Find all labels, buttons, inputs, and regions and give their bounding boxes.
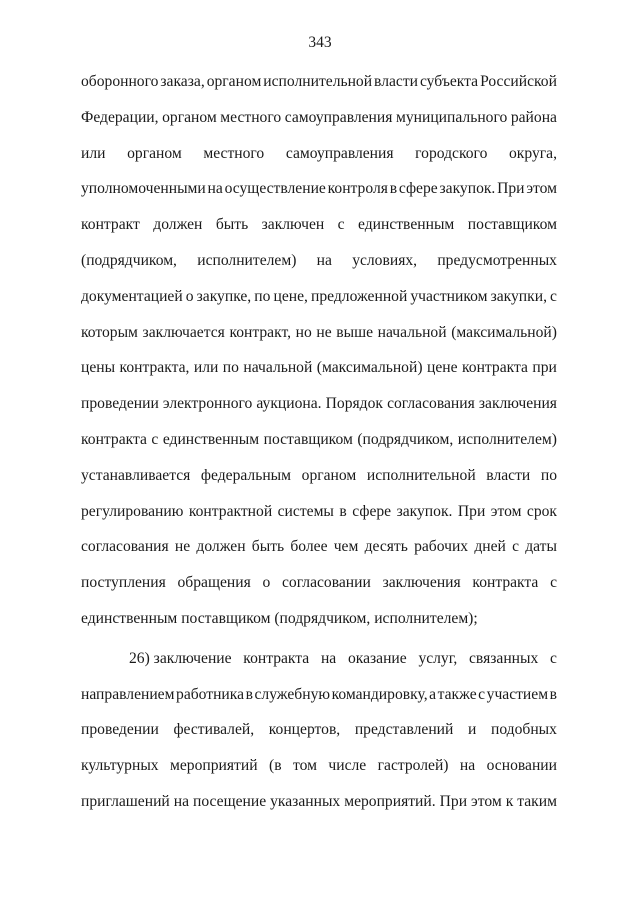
word: Российской xyxy=(480,73,557,90)
word: исполнителем) xyxy=(457,430,557,448)
word: самоуправления xyxy=(285,144,394,162)
word: (в xyxy=(269,757,282,775)
word: фестивалей, xyxy=(173,721,255,739)
text-line xyxy=(81,683,557,719)
word: (максимальной) xyxy=(316,359,423,377)
word: рабочих xyxy=(414,538,469,556)
word: условиях, xyxy=(352,251,418,269)
word: самоуправления xyxy=(284,108,393,126)
word: на xyxy=(173,792,190,810)
word: округа, xyxy=(509,144,557,162)
text-line xyxy=(81,718,557,754)
word: документацией xyxy=(81,287,183,305)
text-line xyxy=(81,142,557,178)
word: в xyxy=(339,502,347,520)
word: и xyxy=(468,721,477,739)
word: с xyxy=(550,574,557,592)
word: (подрядчиком, xyxy=(357,430,454,448)
word: должен xyxy=(196,538,246,556)
word: закупки, xyxy=(490,287,547,305)
word: основании xyxy=(486,757,557,775)
word: в xyxy=(389,180,398,198)
text-line xyxy=(81,321,557,357)
word: услуг, xyxy=(418,649,458,667)
text-line xyxy=(81,70,557,106)
word: контракт xyxy=(81,216,140,234)
word: в xyxy=(245,685,253,703)
text-line xyxy=(81,285,557,321)
word: закупок. xyxy=(439,180,496,198)
word: субъекта xyxy=(419,73,479,90)
word: согласования xyxy=(81,538,169,556)
word: но xyxy=(295,323,312,341)
word: заключен xyxy=(261,216,325,234)
word: устанавливается xyxy=(81,466,191,484)
word: закупок. xyxy=(396,502,453,520)
word: цене xyxy=(426,359,458,377)
word: заказа, xyxy=(160,73,205,90)
word: регулированию xyxy=(81,502,184,520)
word: таким xyxy=(517,792,557,810)
word: органом xyxy=(206,73,262,90)
text-line xyxy=(81,464,557,500)
word: исполнительной xyxy=(366,466,476,484)
word: проведении xyxy=(81,721,159,739)
word: проведении xyxy=(81,395,159,413)
word: местного xyxy=(203,144,265,162)
word: 26) заключение xyxy=(129,649,232,667)
text-line xyxy=(81,106,557,142)
word: власти xyxy=(486,466,531,484)
word: о xyxy=(262,574,271,592)
word: не xyxy=(316,323,332,341)
word: уполномоченными xyxy=(81,180,206,198)
word: с xyxy=(512,538,519,556)
word: осуществление xyxy=(224,180,326,198)
word: этом xyxy=(526,180,557,198)
word: числе xyxy=(328,757,367,775)
page-number: 343 xyxy=(308,34,332,51)
word: на xyxy=(459,757,476,775)
word: контракта, xyxy=(119,359,190,377)
word: единственным xyxy=(357,216,455,234)
word: работника xyxy=(176,685,245,703)
word: с xyxy=(478,685,486,703)
word: к xyxy=(505,792,514,810)
word: района xyxy=(510,108,557,126)
word: контракта xyxy=(243,649,310,667)
word: на xyxy=(207,180,223,198)
word: с xyxy=(550,649,557,667)
text-line-paragraph-start xyxy=(81,647,557,683)
word: этом xyxy=(471,792,502,810)
word: согласования xyxy=(387,395,475,413)
word: на xyxy=(320,649,337,667)
word: поставщиком xyxy=(263,430,353,448)
word: о xyxy=(185,287,194,305)
word: а xyxy=(429,685,437,703)
word: органом xyxy=(127,144,182,162)
word: с xyxy=(151,430,159,448)
word: федеральным xyxy=(200,466,292,484)
word: контракта xyxy=(461,359,528,377)
word: контракта xyxy=(472,574,539,592)
word: более xyxy=(290,538,328,556)
word: При xyxy=(457,502,486,520)
word: контрактной xyxy=(188,502,273,520)
word: не xyxy=(174,538,191,556)
word: по xyxy=(540,466,557,484)
word: или xyxy=(193,359,219,377)
word: обращения xyxy=(177,574,251,592)
word: предусмотренных xyxy=(437,251,557,269)
word: командировку, xyxy=(331,685,428,703)
word: мероприятий xyxy=(170,757,258,775)
word: гастролей) xyxy=(377,757,449,775)
text-line xyxy=(81,213,557,249)
word: городского xyxy=(415,144,488,162)
text-line xyxy=(81,790,557,826)
word: указанных xyxy=(270,792,341,810)
text-line xyxy=(81,356,557,392)
text-line xyxy=(81,428,557,464)
word: приглашений xyxy=(81,792,170,810)
word: заключается xyxy=(142,323,225,341)
word: десять xyxy=(364,538,408,556)
word: местного xyxy=(220,108,282,126)
word: в xyxy=(549,685,557,703)
word: культурных xyxy=(81,757,159,775)
word: власти xyxy=(374,73,418,90)
text-line xyxy=(81,571,557,607)
word: сфере xyxy=(352,502,392,520)
word: служебную xyxy=(254,685,331,703)
word: согласовании xyxy=(281,574,371,592)
text-line xyxy=(81,754,557,790)
word: предложенной xyxy=(311,287,408,305)
word: связанных xyxy=(469,649,539,667)
word: поступления xyxy=(81,574,166,592)
word: заключения xyxy=(382,574,461,592)
word: срок xyxy=(526,502,557,520)
word: выше xyxy=(336,323,374,341)
document-body xyxy=(81,70,557,826)
word: быть xyxy=(215,216,249,234)
word: (максимальной) xyxy=(451,323,557,341)
word: Порядок xyxy=(325,395,383,413)
word: поставщиком xyxy=(467,216,557,234)
word: начальной xyxy=(243,359,313,377)
word: исполнителем) xyxy=(197,251,297,269)
word: мероприятий. xyxy=(344,792,436,810)
word: электронного xyxy=(162,395,253,413)
text-line-last: единственным поставщиком (подрядчиком, исполнителем); xyxy=(81,609,478,627)
word: быть xyxy=(251,538,285,556)
word: закупке, xyxy=(196,287,252,305)
word: которым xyxy=(81,323,138,341)
word: оказание xyxy=(347,649,407,667)
word: или xyxy=(81,144,106,162)
word: При xyxy=(439,792,468,810)
word: единственным xyxy=(162,430,260,448)
word: участником xyxy=(410,287,488,305)
word: этом xyxy=(490,502,522,520)
word: При xyxy=(497,180,525,198)
word: аукциона. xyxy=(256,395,322,413)
text-line xyxy=(81,535,557,571)
word: цене, xyxy=(273,287,308,305)
text-line xyxy=(81,177,557,213)
word: при xyxy=(532,359,557,377)
word: органом xyxy=(162,108,217,126)
word: исполнительной xyxy=(263,73,373,90)
word: по xyxy=(254,287,271,305)
word: концертов, xyxy=(268,721,341,739)
word: представлений xyxy=(354,721,454,739)
word: направлением xyxy=(81,685,175,703)
word: с xyxy=(337,216,345,234)
word: дней xyxy=(474,538,506,556)
word: контракт, xyxy=(229,323,291,341)
word: заключения xyxy=(478,395,557,413)
word: даты xyxy=(525,538,557,556)
word: по xyxy=(222,359,239,377)
word: с xyxy=(550,287,557,305)
word: посещение xyxy=(193,792,267,810)
word: контроля xyxy=(327,180,388,198)
text-line xyxy=(81,500,557,536)
word: том xyxy=(292,757,317,775)
word: начальной xyxy=(377,323,447,341)
text-line xyxy=(81,392,557,428)
word: муниципального xyxy=(395,108,508,126)
word: на xyxy=(316,251,332,269)
word: системы xyxy=(277,502,334,520)
word: чем xyxy=(333,538,359,556)
word: Федерации, xyxy=(81,108,159,126)
word: подобных xyxy=(490,721,557,739)
word: органом xyxy=(301,466,357,484)
word: оборонного xyxy=(81,73,159,90)
word: участием xyxy=(486,685,549,703)
text-line xyxy=(81,249,557,285)
word: цены xyxy=(81,359,116,377)
word: (подрядчиком, xyxy=(81,251,177,269)
word: также xyxy=(437,685,477,703)
word: сфере xyxy=(398,180,438,198)
word: должен xyxy=(153,216,203,234)
word: контракта xyxy=(81,430,147,448)
